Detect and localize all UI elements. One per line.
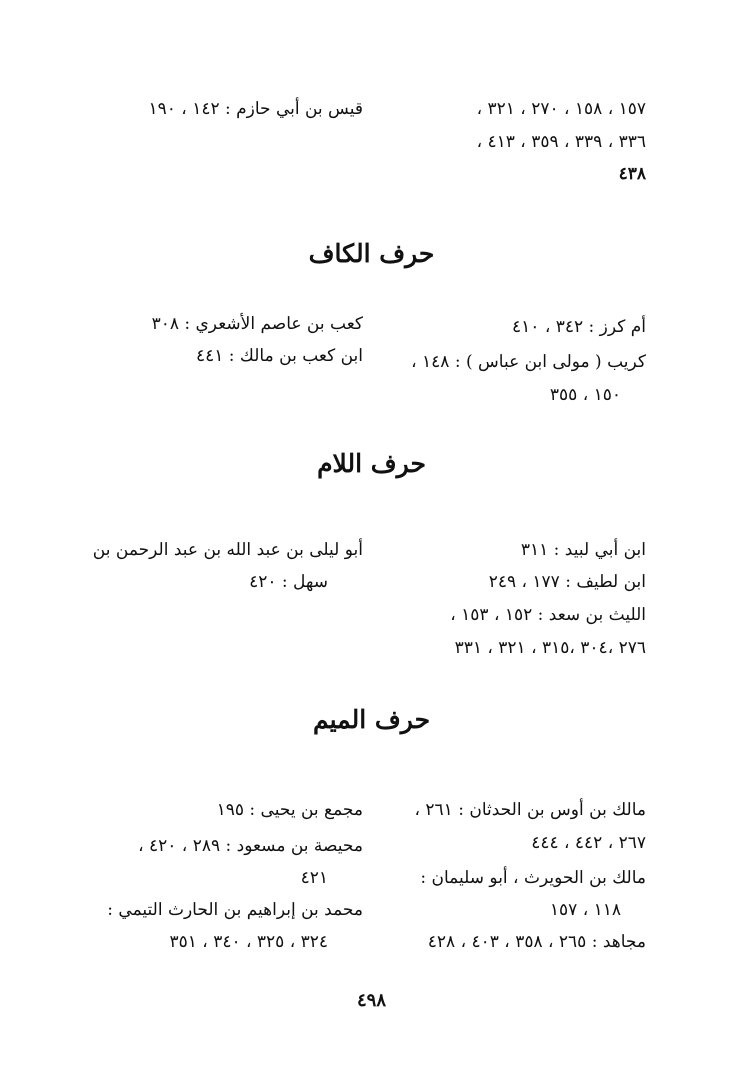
index-entry: سهل : ٤٢٠: [249, 572, 328, 592]
index-entry: ٣٣٦ ، ٣٣٩ ، ٣٥٩ ، ٤١٣ ،: [476, 132, 646, 152]
index-entry: ١٥٧ ، ١٥٨ ، ٢٧٠ ، ٣٢١ ،: [476, 99, 646, 119]
section-heading-lam: حرف اللام: [317, 449, 426, 478]
index-entry: قيس بن أبي حازم : ١٤٢ ، ١٩٠: [148, 99, 363, 119]
index-entry: ابن لطيف : ١٧٧ ، ٢٤٩: [488, 572, 646, 592]
index-entry: أبو ليلى بن عبد الله بن عبد الرحمن بن: [92, 540, 363, 560]
index-entry: ٣٢٤ ، ٣٢٥ ، ٣٤٠ ، ٣٥١: [169, 932, 328, 952]
index-entry: كريب ( مولى ابن عباس ) : ١٤٨ ،: [411, 352, 646, 372]
index-entry: أم كرز : ٣٤٢ ، ٤١٠: [512, 317, 646, 337]
page-number: ٤٩٨: [356, 990, 386, 1011]
index-entry: مالك بن الحويرث ، أبو سليمان :: [420, 868, 646, 888]
section-heading-kaf: حرف الكاف: [308, 239, 435, 268]
index-entry: ١١٨ ، ١٥٧: [549, 900, 621, 920]
section-heading-mim: حرف الميم: [312, 705, 431, 734]
index-entry: ٢٧٦ ،٣٠٤ ،٣١٥ ، ٣٢١ ، ٣٣١: [454, 638, 646, 658]
index-entry: مجمع بن يحيى : ١٩٥: [216, 800, 363, 820]
index-entry: كعب بن عاصم الأشعري : ٣٠٨: [151, 314, 363, 334]
index-entry: الليث بن سعد : ١٥٢ ، ١٥٣ ،: [450, 605, 646, 625]
index-entry: ابن أبي لبيد : ٣١١: [520, 540, 646, 560]
index-entry: مجاهد : ٢٦٥ ، ٣٥٨ ، ٤٠٣ ، ٤٢٨: [427, 932, 646, 952]
index-entry: ١٥٠ ، ٣٥٥: [549, 385, 621, 405]
index-entry: ٤٢١: [300, 868, 328, 888]
index-entry: ابن كعب بن مالك : ٤٤١: [195, 346, 363, 366]
index-entry: محيصة بن مسعود : ٢٨٩ ، ٤٢٠ ،: [138, 836, 363, 856]
index-entry: محمد بن إبراهيم بن الحارث التيمي :: [107, 900, 363, 920]
index-entry: ٢٦٧ ، ٤٤٢ ، ٤٤٤: [531, 833, 646, 853]
index-entry: مالك بن أوس بن الحدثان : ٢٦١ ،: [414, 800, 646, 820]
index-entry: ٤٣٨: [618, 164, 646, 184]
